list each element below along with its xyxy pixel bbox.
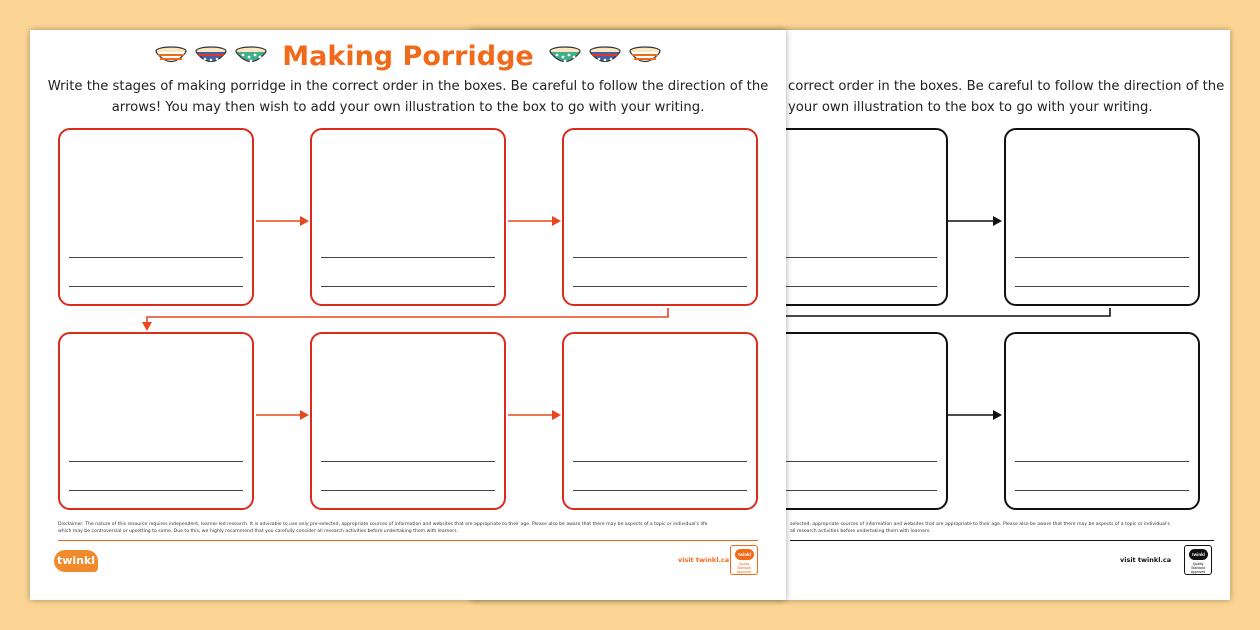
quality-badge: twinkl Quality Standard Approved — [730, 545, 758, 575]
arrow-right-icon — [993, 216, 1002, 226]
visit-link[interactable]: visit twinkl.ca — [678, 556, 730, 564]
arrow-right-icon — [300, 410, 309, 420]
quality-badge: twinkl Quality Standard Approved — [1184, 545, 1212, 575]
footer-rule — [790, 540, 1214, 541]
instructions-line-2: arrows! You may then wish to add your own illustration to the box to go with your writing. — [111, 100, 705, 115]
visit-link[interactable]: visit twinkl.ca — [1120, 556, 1172, 564]
arrow-right-icon — [552, 216, 561, 226]
twinkl-logo: twinkl — [54, 550, 98, 572]
instructions-line-2: your own illustration to the box to go with your writing. — [788, 100, 1153, 115]
arrow-right-icon — [552, 410, 561, 420]
arrow-right-icon — [993, 410, 1002, 420]
disclaimer: Disclaimer: The nature of this resource requires independent, learner-led research. It is advisable to use only pre-selected, appropriate sources of information and websites that are appropriate to their age. Please also be aware that there may be aspects of a topic or individual's life which may be controversial or upsetting to some. Due to this, we highly recommend that you carefully consider all research activities before undertaking them with learners. — [58, 522, 708, 534]
worksheet-front-page — [30, 30, 786, 600]
disclaimer: selected, appropriate sources of information and websites that are appropriate to their age. Please also be aware that there may be aspects of a topic or individual's all research activities before undertaking them with learners. — [790, 522, 1170, 534]
page-title: Making Porridge — [282, 40, 534, 72]
flow-arrows — [30, 30, 786, 600]
footer-rule — [58, 540, 758, 541]
arrow-down-icon — [142, 322, 152, 331]
instructions-line-1: Write the stages of making porridge in the correct order in the boxes. Be careful to follow the direction of the — [47, 79, 769, 94]
instructions-line-1: correct order in the boxes. Be careful to follow the direction of the — [788, 79, 1225, 94]
arrow-right-icon — [300, 216, 309, 226]
